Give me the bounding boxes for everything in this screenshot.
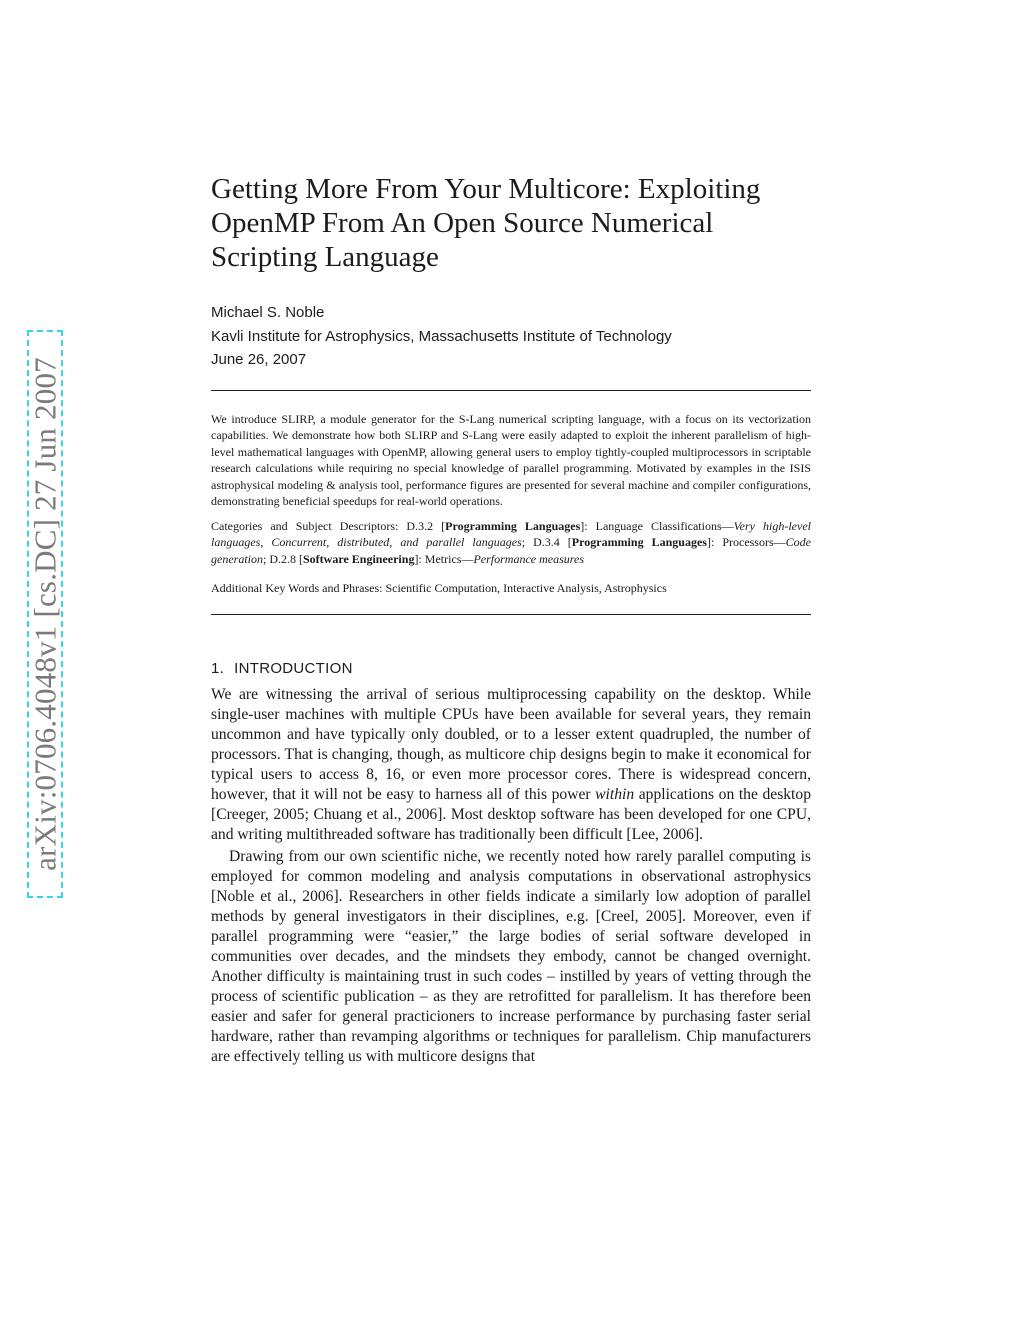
bottom-rule xyxy=(211,614,811,615)
paragraph: Drawing from our own scientific niche, we recently noted how rarely parallel computing is employed for common modeling and analysis computations in observational astrophysics [Noble et al., 2006]. Researchers in other fields indicate a similarly low adoption of parallel methods by general investigators in their disciplines, e.g. [Creel, 2005]. Moreover, even if parallel programming were “easier,” the large bodies of serial software developed in communities over decades, and the mindsets they embody, cannot be changed overnight. Another difficulty is maintaining trust in such codes – instilled by years of vetting through the process of scientific publication – as they are retrofitted for parallelism. It has therefore been easier and safer for general practicioners to increase performance by purchasing faster serial hardware, rather than revamping algorithms or techniques for parallelism. Chip manufacturers are effectively telling us with multicore designs that xyxy=(211,847,811,1065)
section-number: 1. xyxy=(211,659,225,677)
author-affiliation: Kavli Institute for Astrophysics, Massachusetts Institute of Technology xyxy=(211,327,672,345)
keywords-text: Additional Key Words and Phrases: Scientific Computation, Interactive Analysis, Astrophysics xyxy=(211,581,667,595)
author-block xyxy=(211,301,811,372)
author-name: Michael S. Noble xyxy=(211,304,325,321)
arxiv-stamp xyxy=(27,330,63,898)
paper-date: June 26, 2007 xyxy=(211,351,307,368)
paragraph: We are witnessing the arrival of serious multiprocessing capability on the desktop. While single-user machines with multiple CPUs have been available for several years, they remain uncommon and have typically only doubled, or to a lesser extent quadrupled, the number of processors. That is changing, though, as multicore chip designs begin to make it economical for typical users to access 8, 16, or even more processor cores. There is widespread concern, however, that it will not be easy to harness all of this power within applications on the desktop [Creeger, 2005; Chuang et al., 2006]. Most desktop software has been developed for one CPU, and writing multithreaded software has traditionally been difficult [Lee, 2006]. xyxy=(211,685,811,843)
paper-page xyxy=(211,172,811,1067)
arxiv-identifier: arXiv:0706.4048v1 [cs.DC] 27 Jun 2007 xyxy=(27,357,63,871)
section-heading-introduction xyxy=(211,659,811,679)
top-rule xyxy=(211,390,811,391)
introduction-body xyxy=(211,685,811,1067)
abstract-block xyxy=(211,411,811,597)
abstract-text: We introduce SLIRP, a module generator for the S-Lang numerical scripting language, with a focus on its vectorization capabilities. We demonstrate how both SLIRP and S-Lang were easily adapted to exploit the inherent parallelism of high-level mathematical languages with OpenMP, allowing general users to employ tightly-coupled multiprocessors in scriptable research calculations while requiring no special knowledge of parallel programming. Motivated by examples in the ISIS astrophysical modeling & analysis tool, performance figures are presented for several machine and compiler configurations, demonstrating beneficial speedups for real-world operations. xyxy=(211,411,811,508)
section-title: INTRODUCTION xyxy=(234,659,353,677)
categories-text: Categories and Subject Descriptors: D.3.2 [Programming Languages]: Language Classifications—Very high-level languages, Concurrent, distributed, and parallel languages; D.3.4 [Programming Languages]: Processors—Code generation; D.2.8 [Software Engineering]: Metrics—Performance measures xyxy=(211,518,811,566)
paper-title: Getting More From Your Multicore: Exploiting OpenMP From An Open Source Numerical Scripting Language xyxy=(211,173,761,273)
